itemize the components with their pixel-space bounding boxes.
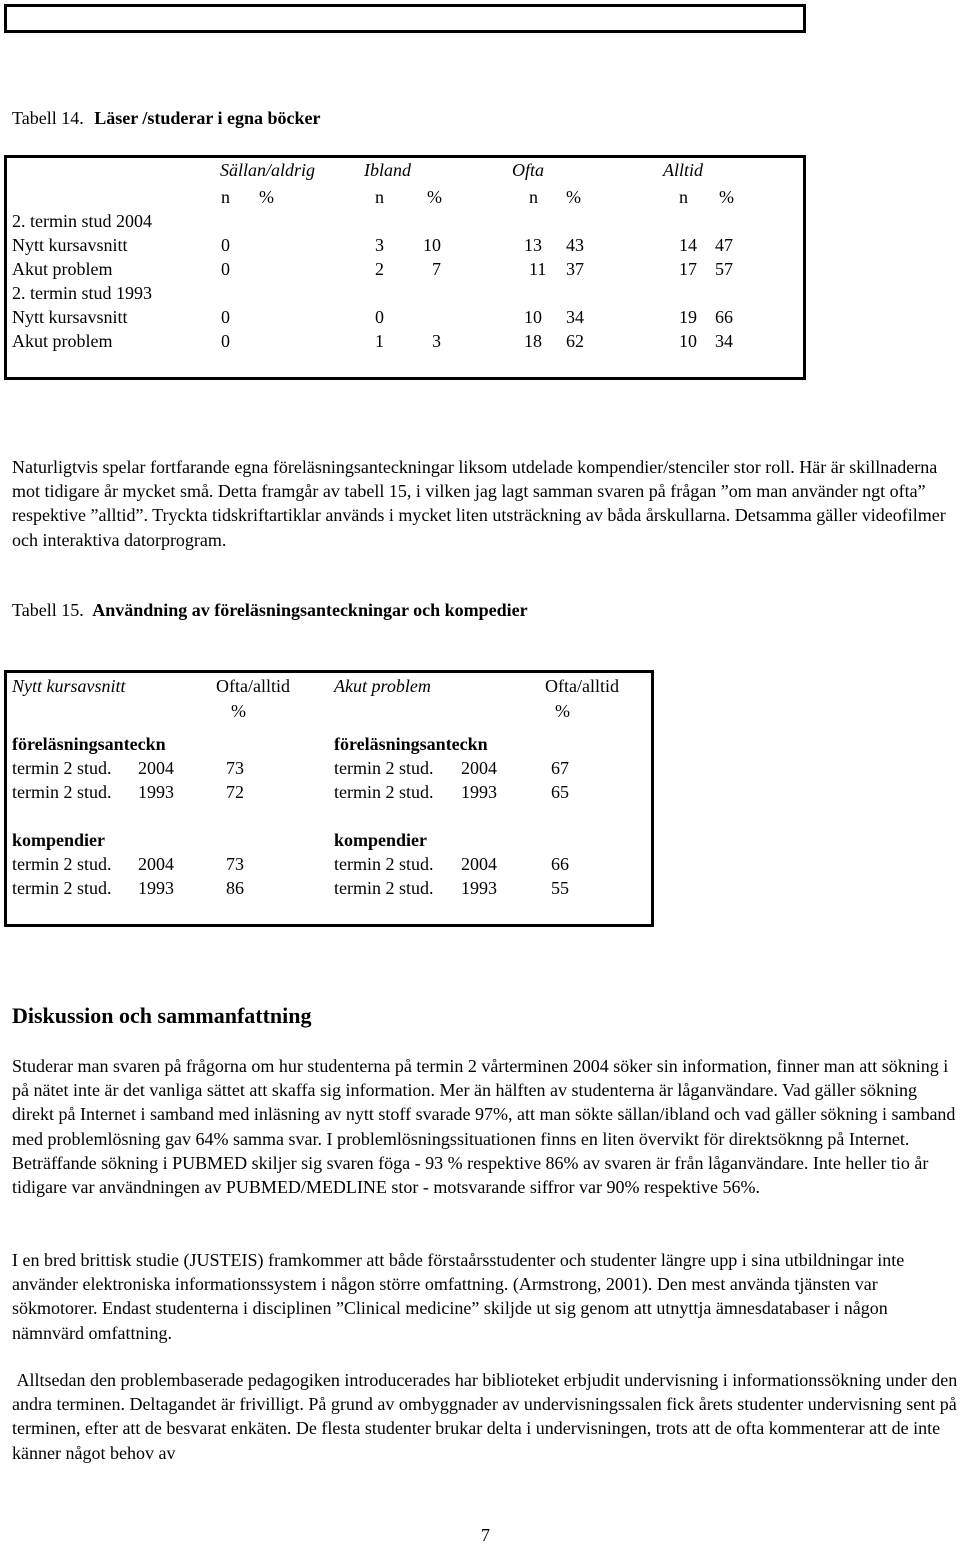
table14-cell: 10 <box>423 235 441 255</box>
table14-cell: 34 <box>566 307 584 327</box>
table15-row-year: 2004 <box>461 854 497 874</box>
table14-cell: 14 <box>679 235 697 255</box>
table14-sub-n3: n <box>529 187 538 207</box>
table14-cell: 34 <box>715 331 733 351</box>
table14-cell: 10 <box>679 331 697 351</box>
table15-value: 66 <box>551 854 569 874</box>
table14-cell: 2 <box>375 259 384 279</box>
table14-cell: 3 <box>432 331 441 351</box>
table15-group-title: föreläsningsanteckn <box>334 734 488 754</box>
table14-header-sallan: Sällan/aldrig <box>220 160 316 180</box>
table15-row-label: termin 2 stud. <box>334 878 434 898</box>
table14-sub-n4: n <box>679 187 688 207</box>
table14-cell: 13 <box>524 235 542 255</box>
table14-sub-p4: % <box>719 187 734 207</box>
table14-cell: 47 <box>715 235 733 255</box>
table14-row-label: Akut problem <box>12 259 113 279</box>
table15-value: 72 <box>226 782 244 802</box>
table14-cell: 0 <box>375 307 384 327</box>
table15-row-label: termin 2 stud. <box>334 758 434 778</box>
table15-value: 86 <box>226 878 244 898</box>
table14-cell: 0 <box>221 259 230 279</box>
table14-sub-n2: n <box>375 187 384 207</box>
table15-row-year: 1993 <box>138 878 174 898</box>
table14-cell: 43 <box>566 235 584 255</box>
table14-cell: 66 <box>715 307 733 327</box>
table14-cell: 17 <box>679 259 697 279</box>
table14-caption-prefix: Tabell 14. <box>12 108 84 128</box>
table15-caption-title: Användning av föreläsningsanteckningar och kompedier <box>92 600 528 620</box>
table14-sub-p1: % <box>259 187 274 207</box>
table14-cell: 19 <box>679 307 697 327</box>
table15-group-title: kompendier <box>12 830 106 850</box>
paragraph-justeis: I en bred brittisk studie (JUSTEIS) framkommer att både förstaårsstudenter och studenter längre upp i sina utbildningar inte använder elektroniska informationssystem i någon större omfattning. (Armstrong, 2001). Den mest använda tjänsten var sökmotorer. Endast studenterna i disciplinen ”Clinical medicine” skiljde ut sig genom att utnyttja ämnesdatabaser i någon nämnvärd omfattning. <box>12 1250 905 1343</box>
table15-row-year: 1993 <box>461 878 497 898</box>
table15-value: 65 <box>551 782 569 802</box>
table15-header-ofta2: Ofta/alltid <box>545 676 619 696</box>
table14-sub-p3: % <box>566 187 581 207</box>
table14-row-label: Nytt kursavsnitt <box>12 235 128 255</box>
table14-sub-n1: n <box>221 187 230 207</box>
table15-pct2: % <box>555 701 570 721</box>
table14-cell: 10 <box>524 307 542 327</box>
table15-pct1: % <box>231 701 246 721</box>
table14-cell: 1 <box>375 331 384 351</box>
table14-cell: 0 <box>221 307 230 327</box>
table14-header-alltid: Alltid <box>663 160 703 180</box>
table14-cell: 0 <box>221 235 230 255</box>
table14-caption <box>12 107 321 129</box>
table15-value: 55 <box>551 878 569 898</box>
table15-row-label: termin 2 stud. <box>12 854 112 874</box>
table14-caption-title: Läser /studerar i egna böcker <box>94 108 321 128</box>
table14-header-ofta: Ofta <box>512 160 545 180</box>
table15-header-nytt: Nytt kursavsnitt <box>12 676 126 696</box>
table15-row-year: 2004 <box>461 758 497 778</box>
table15-value: 73 <box>226 854 244 874</box>
table14-sub-p2: % <box>427 187 442 207</box>
table14-row-label: 2. termin stud 2004 <box>12 211 152 231</box>
table15-row-year: 2004 <box>138 758 174 778</box>
table15-row-label: termin 2 stud. <box>334 854 434 874</box>
table14-cell: 0 <box>221 331 230 351</box>
paragraph-intro: Naturligtvis spelar fortfarande egna föreläsningsanteckningar liksom utdelade kompendier/stenciler stor roll. Här är skillnaderna mot tidigare år mycket små. Detta framgår av tabell 15, i vilken jag lagt samman svaren på frågan ”om man använder ngt ofta” respektive ”alltid”. Tryckta tidskriftartiklar används i mycket liten utsträckning av båda årskullarna. Detsamma gäller videofilmer och interaktiva datorprogram. <box>12 457 946 550</box>
table15-row-year: 1993 <box>461 782 497 802</box>
table15-caption <box>12 599 528 621</box>
paragraph-teaching: Alltsedan den problembaserade pedagogiken introducerades har biblioteket erbjudit undervisning i informationssökning under den andra terminen. Deltagandet är frivilligt. På grund av ombyggnader av undervisningssalen fick årets studenter undervisning sent på terminen, efter att de besvarat enkäten. De flesta studenter brukar delta i undervisningen, trots att de ofta kommenterar att de inte känner något behov av <box>12 1370 962 1463</box>
section-heading: Diskussion och sammanfattning <box>12 1003 312 1028</box>
table15-row-label: termin 2 stud. <box>12 782 112 802</box>
table14-header-ibland: Ibland <box>364 160 411 180</box>
table15-header-ofta1: Ofta/alltid <box>216 676 290 696</box>
table14-cell: 7 <box>432 259 441 279</box>
table14-cell: 57 <box>715 259 733 279</box>
table15-row-year: 1993 <box>138 782 174 802</box>
paragraph-discussion: Studerar man svaren på frågorna om hur studenterna på termin 2 vårterminen 2004 söker sin information, finner man att sökning i på nätet inte är det vanliga sättet att skaffa sig information. Mer än hälften av studenterna är låganvändare. Vad gäller sökning direkt på Internet i samband med inläsning av nytt stoff svarade 97%, att man sökte sällan/ibland och vad gäller sökning i samband med problemlösning gav 64% samma svar. I problemlösningssituationen finns en liten övervikt för direktsöknng på Internet. Beträffande sökning i PUBMED skiljer sig svaren föga - 93 % respektive 86% av svaren är från låganvändare. Inte heller tio år tidigare var användningen av PUBMED/MEDLINE stor - motsvarande siffror var 90% respektive 56%. <box>12 1056 956 1198</box>
table14-cell: 18 <box>524 331 542 351</box>
table14-row-label: Nytt kursavsnitt <box>12 307 128 327</box>
header-box <box>4 4 806 33</box>
table15-group-title: föreläsningsanteckn <box>12 734 166 754</box>
table14-row-label: Akut problem <box>12 331 113 351</box>
table14-cell: 3 <box>375 235 384 255</box>
table15-value: 73 <box>226 758 244 778</box>
table15-value: 67 <box>551 758 569 778</box>
table14-cell: 62 <box>566 331 584 351</box>
table15-row-label: termin 2 stud. <box>12 758 112 778</box>
table14-row-label: 2. termin stud 1993 <box>12 283 152 303</box>
table15-header-akut: Akut problem <box>334 676 431 696</box>
table14-cell: 37 <box>566 259 584 279</box>
page-number: 7 <box>481 1525 490 1545</box>
table15-row-label: termin 2 stud. <box>334 782 434 802</box>
table15-caption-prefix: Tabell 15. <box>12 600 84 620</box>
table14-cell: 11 <box>529 259 547 279</box>
table15-row-year: 2004 <box>138 854 174 874</box>
table15-row-label: termin 2 stud. <box>12 878 112 898</box>
table15-group-title: kompendier <box>334 830 428 850</box>
